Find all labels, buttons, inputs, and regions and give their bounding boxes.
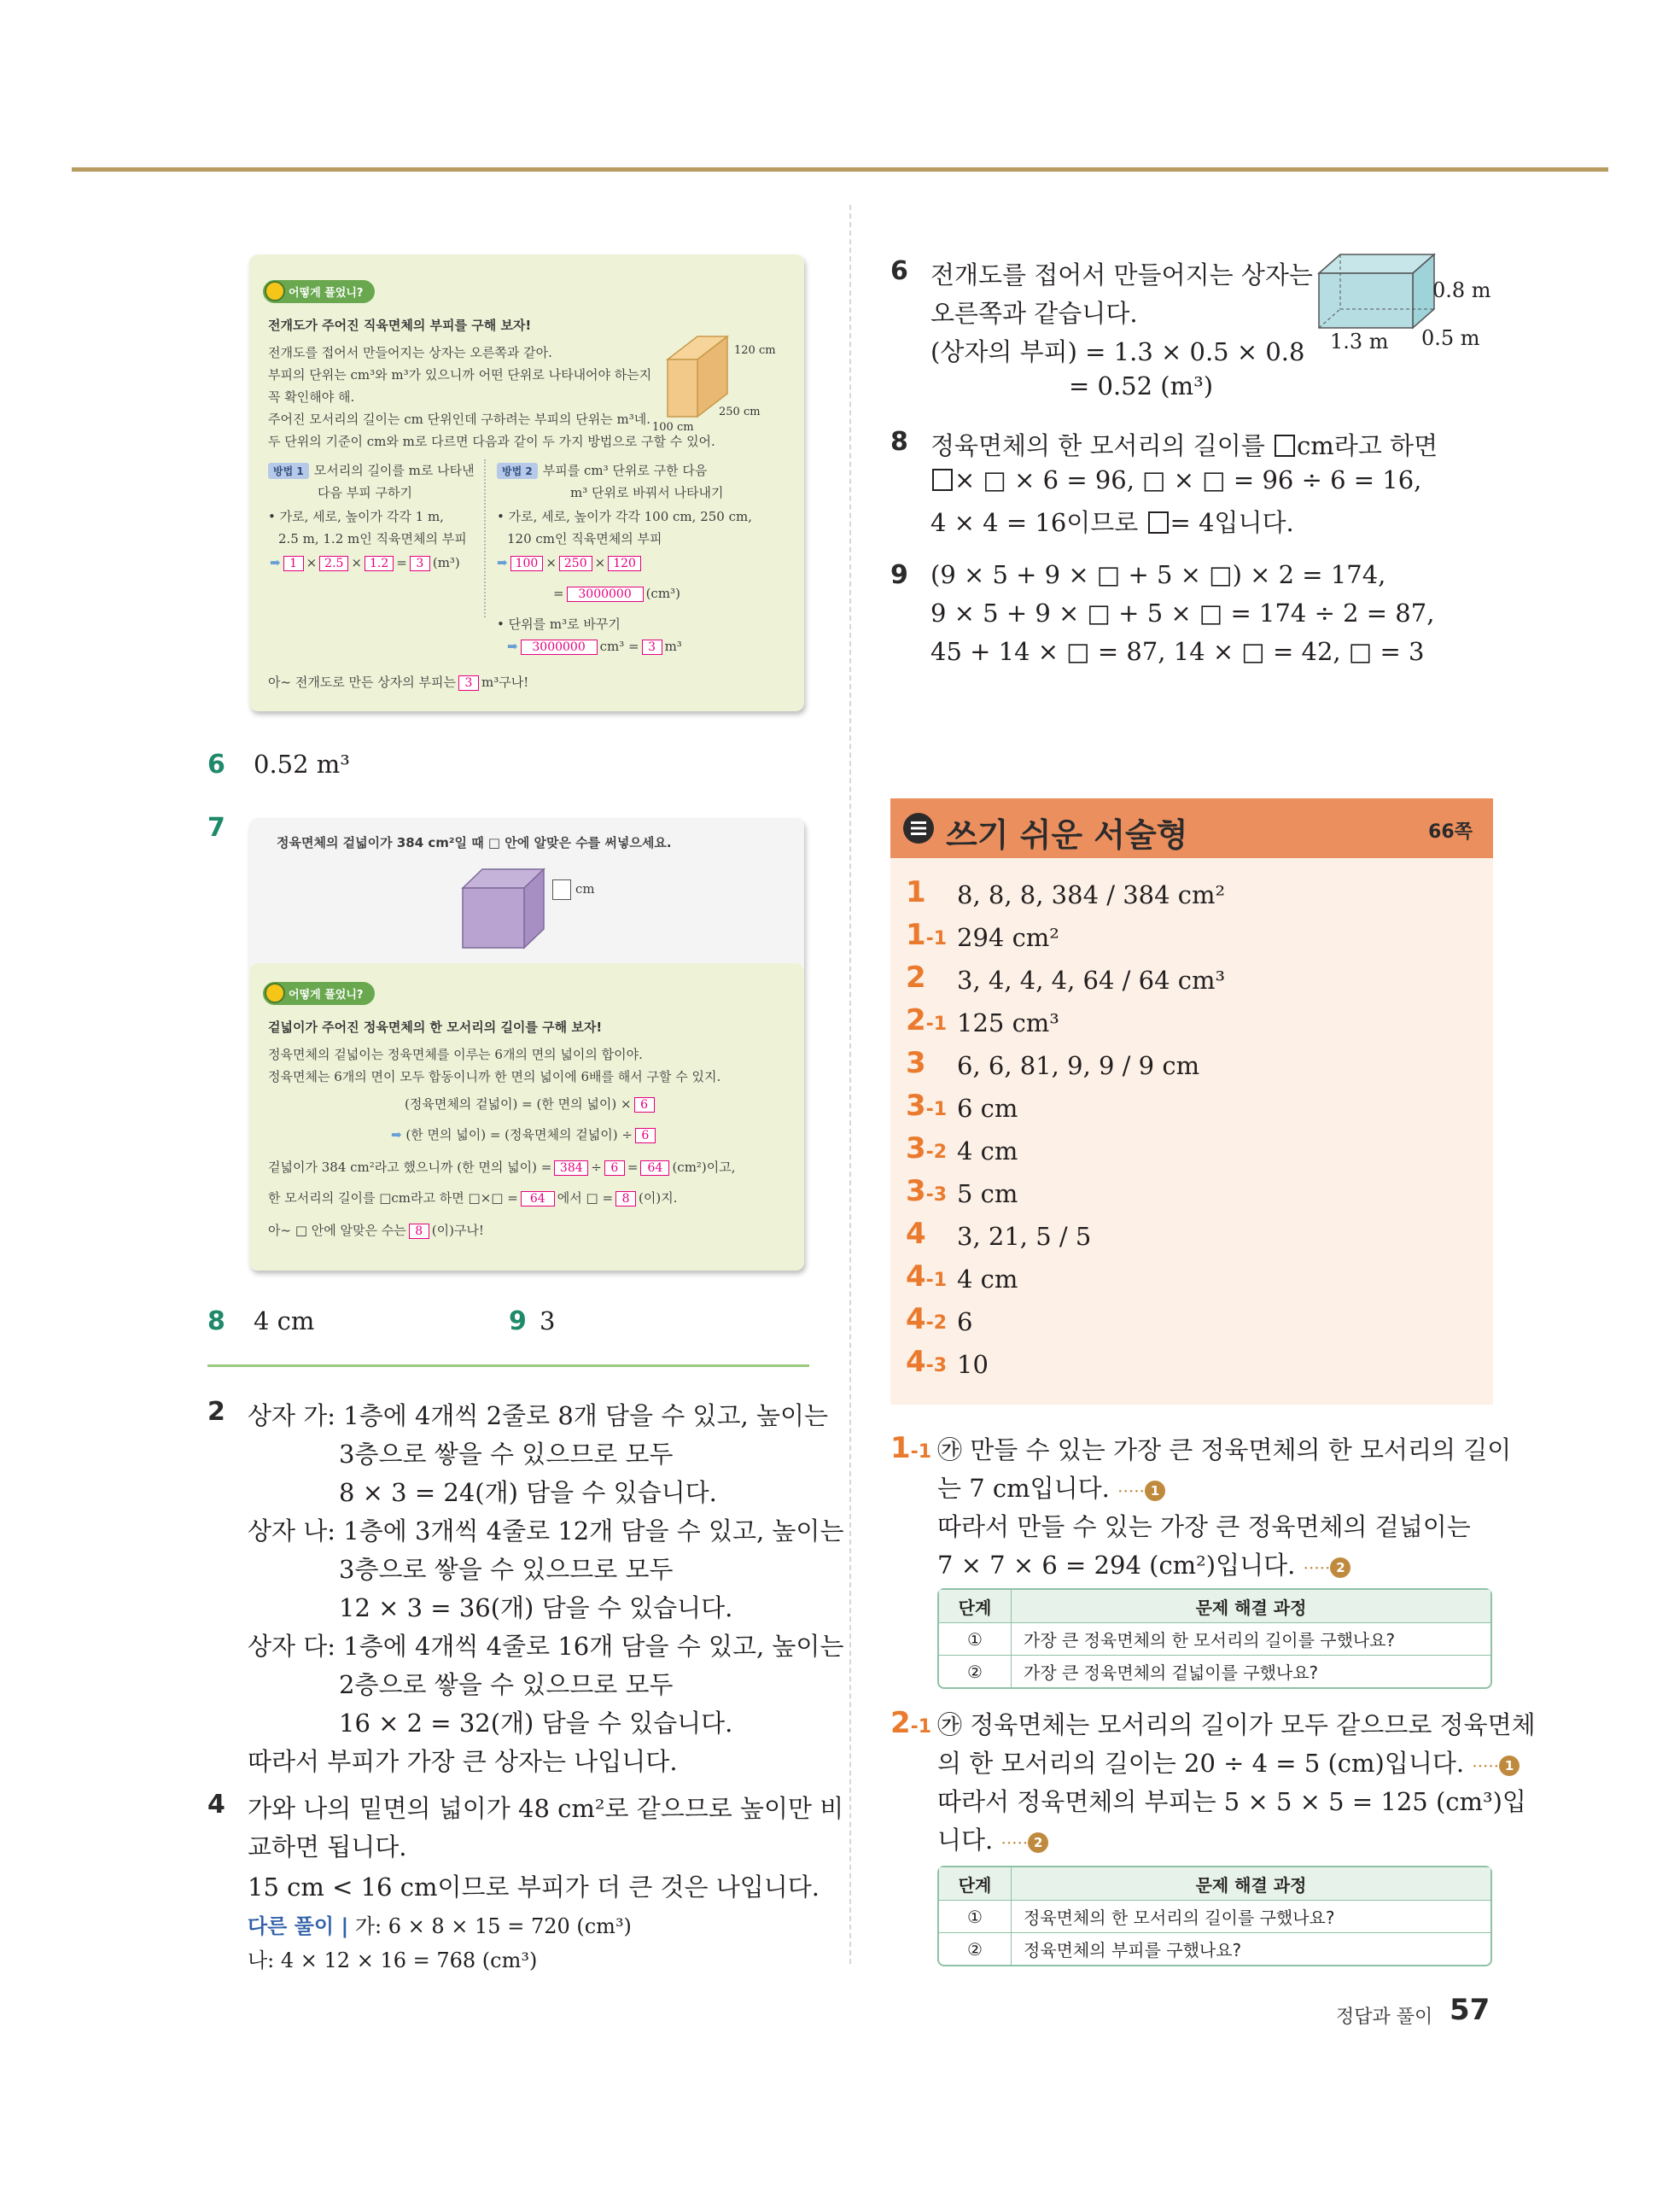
answer-blank [552, 879, 571, 900]
box-eq: 겉넓이가 384 cm²라고 했으니까 (한 면의 넓이) = 384 ÷ 6 = 64 (cm²)이고, [268, 1160, 736, 1175]
page-ref: 66쪽 [1428, 821, 1473, 843]
method2-conv: • 단위를 m³로 바꾸기 [497, 616, 621, 632]
answer-value: 294 cm² [957, 923, 1059, 952]
solution-line: 45 + 14 × □ = 87, 14 × □ = 42, □ = 3 [930, 637, 1425, 666]
box-text: 두 단위의 기준이 cm와 m로 다르면 다음과 같이 두 가지 방법으로 구할 수 있어. [268, 434, 715, 449]
column-divider [849, 205, 851, 1964]
dim-width: 250 cm [719, 406, 761, 418]
solution-line: 상자 다: 1층에 4개씩 4줄로 16개 담을 수 있고, 높이는 [248, 1632, 844, 1661]
box-title: 겉넓이가 주어진 정육면체의 한 모서리의 길이를 구해 보자! [268, 1020, 603, 1035]
answer-value: 125 cm³ [957, 1008, 1059, 1037]
explanation-line: 7 × 7 × 6 = 294 (cm²)입니다. ····· 2 [937, 1546, 1350, 1581]
answer-value: 6, 6, 81, 9, 9 / 9 cm [957, 1051, 1200, 1080]
solution-line: 12 × 3 = 36(개) 담을 수 있습니다. [339, 1593, 733, 1622]
answer-value: 10 [957, 1350, 989, 1379]
solution-number: 9 [890, 560, 908, 590]
box-text: 정육면체는 6개의 면이 모두 합동이니까 한 면의 넓이에 6배를 해서 구할 수 있지. [268, 1069, 721, 1084]
answer-number: 6 [207, 750, 225, 780]
solution-line: 8 × 3 = 24(개) 담을 수 있습니다. [339, 1478, 717, 1507]
box-text: 부피의 단위는 cm³와 m³가 있으니까 어떤 단위로 나타내어야 하는지 [268, 367, 652, 383]
grading-table-2: 단계 문제 해결 과정 ① 정육면체의 한 모서리의 길이를 구했나요? ② 정육면체의 부피를 구했나요? [937, 1866, 1492, 1966]
solution-number: 2 [207, 1397, 225, 1427]
grading-table-1: 단계 문제 해결 과정 ① 가장 큰 정육면체의 한 모서리의 길이를 구했나요? ② 가장 큰 정육면체의 겉넓이를 구했나요? [937, 1588, 1492, 1689]
answer-value: 4 cm [957, 1265, 1018, 1294]
explanation-line: 의 한 모서리의 길이는 20 ÷ 4 = 5 (cm)입니다. ····· 1 [937, 1744, 1520, 1779]
answer-number: 4-1 [906, 1259, 948, 1294]
method1-title: 다음 부피 구하기 [318, 485, 412, 500]
solution-line: 9 × 5 + 9 × □ + 5 × □ = 174 ÷ 2 = 87, [930, 599, 1435, 628]
box-title: 전개도가 주어진 직육면체의 부피를 구해 보자! [268, 318, 532, 333]
explanation-line: 따라서 정육면체의 부피는 5 × 5 × 5 = 125 (cm³)입 [937, 1787, 1526, 1816]
writing-title: 쓰기 쉬운 서술형 [946, 816, 1188, 854]
answer-value: 3, 21, 5 / 5 [957, 1222, 1092, 1251]
alt-solution: 나: 4 × 12 × 16 = 768 (cm³) [248, 1949, 538, 1972]
box-text: 주어진 모서리의 길이는 cm 단위인데 구하려는 부피의 단위는 m³네. [268, 412, 651, 427]
answer-number: 4 [906, 1217, 926, 1251]
solution-number: 4 [207, 1790, 225, 1820]
solution-number: 8 [890, 427, 908, 457]
cube-unit: cm [575, 881, 595, 897]
answer-number: 4-2 [906, 1302, 948, 1336]
method1-eq: ➡ 1 × 2.5 × 1.2 = 3 (m³) [270, 555, 460, 570]
solution-line: 2층으로 쌓을 수 있으므로 모두 [339, 1670, 674, 1699]
section-rule [207, 1364, 809, 1367]
alt-solution: 다른 풀이 | 가: 6 × 8 × 15 = 720 (cm³) [248, 1914, 632, 1938]
box-text: 정육면체의 겉넓이는 정육면체를 이루는 6개의 면의 넓이의 합이야. [268, 1047, 643, 1062]
solution-line: 4 × 4 = 16이므로 = 4입니다. [930, 508, 1294, 537]
method1-title: 모서리의 길이를 m로 나타낸 [313, 463, 475, 478]
method2-eq: ➡ 100 × 250 × 120 [497, 555, 644, 571]
box-closing: 아~ □ 안에 알맞은 수는 8 (이)구나! [268, 1223, 484, 1238]
solution-line: 정육면체의 한 모서리의 길이를 cm라고 하면 [930, 431, 1438, 460]
dim-height: 120 cm [734, 344, 776, 357]
dim-depth: 100 cm [652, 421, 694, 434]
explanation-line: ㉮ 만들 수 있는 가장 큰 정육면체의 한 모서리의 길이 [937, 1435, 1512, 1464]
solution-number: 6 [890, 256, 908, 286]
answer-number: 7 [207, 813, 225, 843]
dim-depth: 0.5 m [1421, 326, 1480, 350]
mascot-icon [265, 281, 285, 301]
list-icon [902, 812, 935, 844]
solution-line: = 0.52 (m³) [1069, 371, 1214, 400]
dim-height: 0.8 m [1432, 278, 1491, 302]
answer-value: 4 cm [957, 1136, 1018, 1166]
answer-number: 4-3 [906, 1345, 948, 1379]
method2-eq: ➡ 3000000 cm³ = 3 m³ [507, 639, 682, 654]
explanation-box-1 [249, 254, 804, 711]
answer-value: 8, 8, 8, 384 / 384 cm² [957, 880, 1226, 909]
box-eq: (정육면체의 겉넓이) = (한 면의 넓이) × 6 [405, 1095, 657, 1113]
answer-number: 3-3 [906, 1174, 948, 1208]
answer-number: 3-1 [906, 1089, 948, 1123]
method1-desc: 2.5 m, 1.2 m인 직육면체의 부피 [278, 531, 467, 546]
writing-answers [890, 858, 1493, 1405]
answer-number: 3 [906, 1046, 926, 1080]
dim-width: 1.3 m [1330, 330, 1389, 353]
answer-value: 6 cm [957, 1094, 1018, 1123]
solution-line: 상자 가: 1층에 4개씩 2줄로 8개 담을 수 있고, 높이는 [248, 1401, 829, 1430]
solution-line: 3층으로 쌓을 수 있으므로 모두 [339, 1440, 674, 1469]
box-eq: ➡ (한 면의 넓이) = (정육면체의 겉넓이) ÷ 6 [391, 1125, 658, 1143]
solution-line: 오른쪽과 같습니다. [930, 299, 1138, 328]
box-closing: 아~ 전개도로 만든 상자의 부피는 3 m³구나! [268, 675, 529, 690]
solution-line: × □ × 6 = 96, □ × □ = 96 ÷ 6 = 16, [930, 465, 1421, 494]
explanation-line: 는 7 cm입니다. ····· 1 [937, 1469, 1165, 1504]
page-number: 57 [1450, 1993, 1490, 2027]
box-diagram-6 [1306, 248, 1494, 359]
answer-value: 3 [540, 1306, 556, 1335]
answer-number: 2-1 [906, 1003, 948, 1037]
answer-number: 1-1 [890, 1431, 932, 1465]
question-text: 정육면체의 겉넓이가 384 cm²일 때 □ 안에 알맞은 수를 써넣으세요. [277, 835, 672, 850]
box-text: 꼭 확인해야 해. [268, 389, 355, 405]
answer-value: 3, 4, 4, 4, 64 / 64 cm³ [957, 966, 1226, 995]
solution-line: 가와 나의 밑면의 넓이가 48 cm²로 같으므로 높이만 비 [248, 1794, 844, 1823]
solution-line: (9 × 5 + 9 × □ + 5 × □) × 2 = 174, [930, 560, 1386, 589]
answer-number: 8 [207, 1306, 225, 1336]
answer-number: 1-1 [906, 918, 948, 952]
solution-line: 15 cm < 16 cm이므로 부피가 더 큰 것은 나입니다. [248, 1873, 820, 1902]
solution-line: (상자의 부피) = 1.3 × 0.5 × 0.8 [930, 337, 1305, 366]
explanation-line: 니다. ····· 2 [937, 1821, 1048, 1856]
cube-diagram [458, 862, 561, 956]
method2-desc: • 가로, 세로, 높이가 각각 100 cm, 250 cm, [497, 509, 752, 524]
answer-value: 4 cm [254, 1306, 315, 1335]
solution-line: 상자 나: 1층에 3개씩 4줄로 12개 담을 수 있고, 높이는 [248, 1516, 844, 1545]
explanation-box-2 [249, 818, 804, 1271]
solution-line: 3층으로 쌓을 수 있으므로 모두 [339, 1555, 674, 1584]
method2-desc: 120 cm인 직육면체의 부피 [507, 531, 662, 546]
mascot-icon [265, 983, 285, 1003]
method2-eq: = 3000000 (cm³) [553, 586, 680, 601]
method1-tag: 방법 1 [268, 463, 309, 479]
answer-number: 9 [509, 1306, 527, 1336]
footer-label: 정답과 풀이 [1336, 2007, 1433, 2028]
method2-title: 부피를 cm³ 단위로 구한 다음 [542, 463, 708, 478]
solution-line: 교하면 됩니다. [248, 1832, 407, 1861]
solution-line: 따라서 부피가 가장 큰 상자는 나입니다. [248, 1747, 678, 1776]
method2-tag: 방법 2 [497, 463, 538, 479]
how-solved-badge: 어떻게 풀었니? [263, 280, 375, 303]
answer-number: 1 [906, 875, 926, 909]
explanation-line: 따라서 만들 수 있는 가장 큰 정육면체의 겉넓이는 [937, 1512, 1471, 1541]
answer-value: 6 [957, 1307, 973, 1336]
box-eq: 한 모서리의 길이를 □cm라고 하면 □×□ = 64 에서 □ = 8 (이)지. [268, 1190, 678, 1206]
answer-number: 2-1 [890, 1706, 932, 1740]
answer-value: 5 cm [957, 1179, 1018, 1208]
method1-desc: • 가로, 세로, 높이가 각각 1 m, [268, 509, 444, 524]
answer-number: 3-2 [906, 1131, 948, 1166]
solution-panel [249, 963, 804, 1271]
box-text: 전개도를 접어서 만들어지는 상자는 오른쪽과 같아. [268, 345, 552, 360]
writing-header [890, 798, 1493, 858]
explanation-line: ㉮ 정육면체는 모서리의 길이가 모두 같으므로 정육면체 [937, 1710, 1536, 1739]
box-diagram [652, 330, 796, 434]
answer-value: 0.52 m³ [254, 750, 350, 779]
method2-title: m³ 단위로 바꿔서 나타내기 [570, 485, 724, 500]
solution-line: 16 × 2 = 32(개) 담을 수 있습니다. [339, 1709, 733, 1738]
how-solved-badge: 어떻게 풀었니? [263, 982, 375, 1005]
top-rule [72, 167, 1608, 172]
solution-line: 전개도를 접어서 만들어지는 상자는 [930, 260, 1313, 289]
answer-number: 2 [906, 961, 926, 995]
